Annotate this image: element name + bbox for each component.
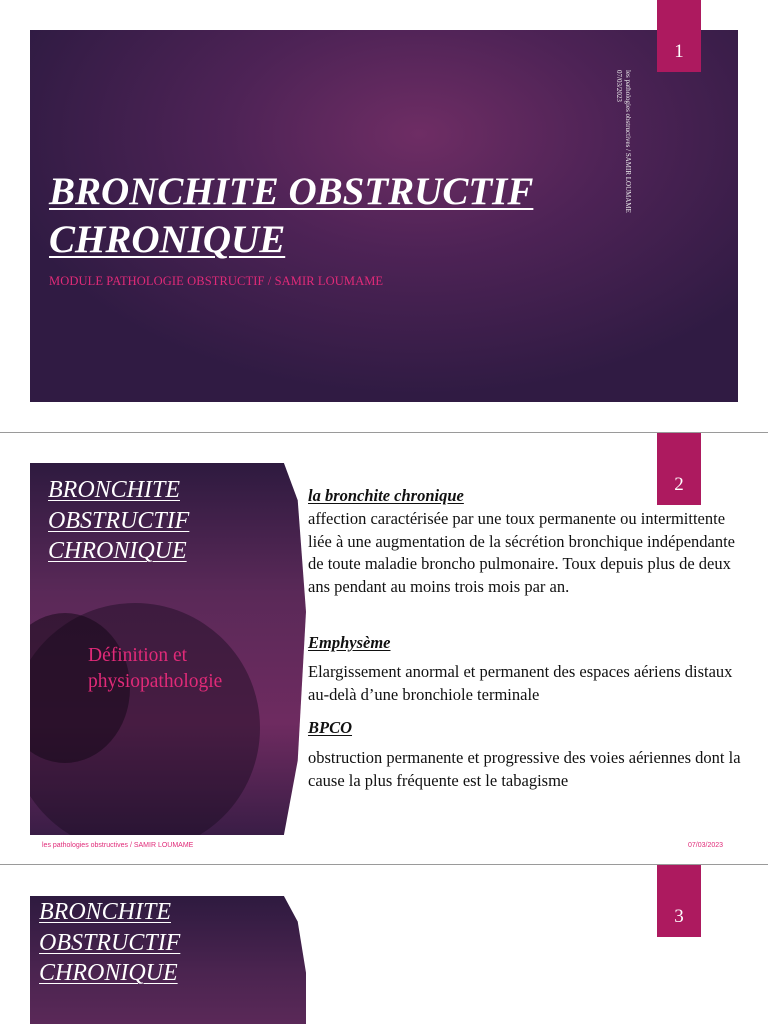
title-line: OBSTRUCTIF: [48, 507, 190, 534]
title-line: CHRONIQUE: [48, 538, 187, 564]
slide-2-title: [48, 475, 189, 567]
slide-3-title: [39, 897, 180, 989]
slide-1-vertical-footer: [614, 70, 632, 310]
slide-separator: [0, 864, 768, 865]
slide-1-title: BRONCHITE OBSTRUCTIF CHRONIQUE: [49, 170, 534, 261]
section-line: Définition et: [88, 645, 188, 666]
title-line: CHRONIQUE: [39, 960, 178, 986]
slide-2-footer-left: les pathologies obstructives / SAMIR LOUMAME: [42, 842, 194, 849]
slide-1-subtitle: MODULE PATHOLOGIE OBSTRUCTIF / SAMIR LOUMAME: [49, 274, 384, 288]
slide-1-footer-date: 07/03/2023: [615, 70, 623, 102]
slide-1-footer-text: les pathologies obstructives / SAMIR LOUMAME: [624, 70, 632, 213]
title-line: BRONCHITE: [48, 477, 180, 503]
definition-term: BPCO: [308, 718, 353, 737]
definition-text: affection caractérisée par une toux permanente ou intermittente liée à une augmentation de la sécrétion bronchique indépendante de toute maladie broncho pulmonaire. Toux depuis plus de deux ans pendant au moins trois mois par an.: [308, 509, 735, 597]
definition-text: obstruction permanente et progressive des voies aériennes dont la cause la plus fréquente est le tabagisme: [308, 748, 741, 790]
title-line: BRONCHITE: [39, 899, 171, 925]
slide-separator: [0, 432, 768, 433]
definition-term: Emphysème: [308, 633, 391, 652]
definition-term: la bronchite chronique: [308, 486, 464, 505]
slide-3-page-number: 3: [657, 865, 701, 937]
slide-2-section-label: [88, 643, 222, 695]
slide-2-footer-date: 07/03/2023: [688, 842, 724, 849]
slide-2-page-number: 2: [657, 433, 701, 505]
title-line: OBSTRUCTIF: [39, 929, 181, 956]
definition-text: Elargissement anormal et permanent des espaces aériens distaux au-delà d’une bronchiole terminale: [308, 662, 733, 704]
section-line: physiopathologie: [88, 671, 223, 692]
slide-1-page-number: 1: [657, 0, 701, 72]
